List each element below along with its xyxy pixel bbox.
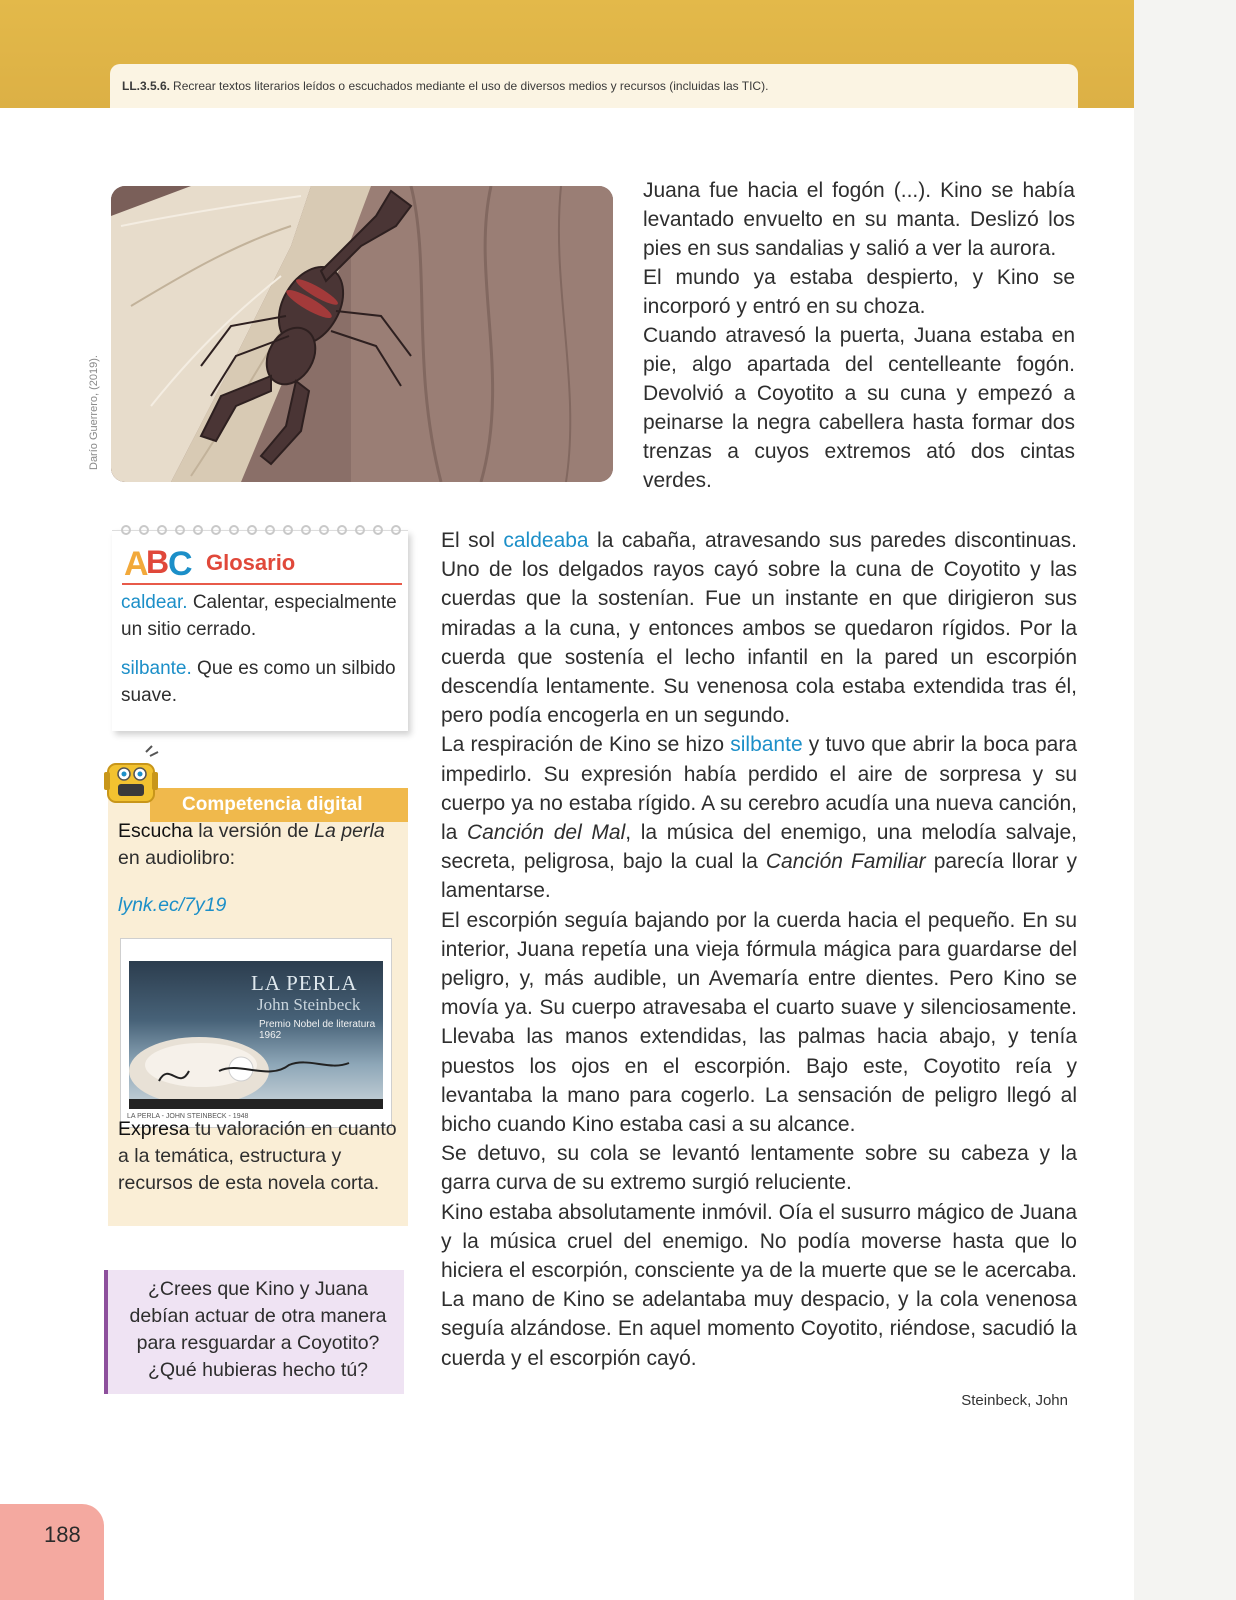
page-number-tab bbox=[0, 1504, 104, 1600]
story-paragraph: El mundo ya estaba despierto, y Kino se incorporó y entró en su choza. bbox=[643, 266, 1075, 318]
text-run: la versión de bbox=[192, 820, 315, 842]
svg-text:B: B bbox=[146, 544, 170, 580]
svg-text:C: C bbox=[168, 545, 193, 583]
competency-banner bbox=[110, 64, 1078, 108]
story-paragraph bbox=[441, 526, 1077, 730]
story-paragraph: El escorpión seguía bajando por la cuerda hacia el pequeño. En su interior, Juana repetía una vieja fórmula mágica para guardarse del peligro, y, más audible, un Avemaría entre dientes. Pero Kino se movía ya. Su cuerpo atravesaba el cuarto suave y silenciosamente. Llevaba las manos extendidas, las palmas hacia abajo, y tenía puestos los ojos en el escorpión. Bajo este, Coyotito reía y levantaba la mano para cogerlo. La sensación de peligro llegó al bicho cuando Kino estaba casi a su alcance. bbox=[441, 908, 1077, 1137]
text-run: , la música del enemigo, una melodía salvaje, secreta, peligrosa, bajo la cual la bbox=[441, 821, 1077, 874]
audiobook-video-thumbnail[interactable] bbox=[120, 938, 392, 1128]
song-title: Canción del Mal bbox=[467, 821, 626, 845]
glossary-word-caldeaba: caldeaba bbox=[503, 529, 589, 552]
competency-text: Recrear textos literarios leídos o escuchados mediante el uso de diversos medios y recursos (incluidas las TIC). bbox=[173, 79, 769, 93]
video-author: John Steinbeck bbox=[257, 995, 361, 1014]
svg-text:A: A bbox=[124, 545, 149, 583]
page-margin-strip bbox=[1134, 0, 1236, 1600]
reflection-question-box bbox=[104, 1270, 404, 1394]
story-paragraph: Se detuvo, su cola se levantó lentamente sobre su cabeza y la garra curva de su extremo surgió reluciente. bbox=[441, 1142, 1077, 1195]
book-title: La perla bbox=[314, 820, 385, 842]
glossary-definition: Calentar, especialmente un sitio cerrado. bbox=[121, 592, 397, 640]
video-caption: LA PERLA - JOHN STEINBECK - 1948 bbox=[127, 1113, 249, 1120]
listen-instruction bbox=[118, 818, 400, 872]
text-run: parecía llorar y lamentarse. bbox=[441, 850, 1077, 903]
glossary-entry bbox=[121, 589, 401, 643]
story-paragraph: Kino estaba absolutamente inmóvil. Oía el susurro mágico de Juana y la música cruel del enemigo. No podía moverse hasta que lo hiciera el escorpión, consciente ya de la muerte que se le acercaba. La mano de Kino se adelantaba muy despacio, y la cola venenosa seguía alzándose. En aquel momento Coyotito, riéndose, sacudió la cuerda y el escorpión cayó. bbox=[441, 1200, 1077, 1370]
spiral-binding-icon bbox=[118, 523, 404, 537]
story-author: Steinbeck, John bbox=[961, 1392, 1068, 1409]
express-verb: Expresa bbox=[118, 1118, 190, 1140]
story-paragraph bbox=[441, 730, 1077, 905]
story-body bbox=[441, 526, 1077, 1373]
video-title: LA PERLA bbox=[251, 971, 358, 995]
text-run: en audiolibro: bbox=[118, 847, 236, 869]
illustration-credit: Darío Guerrero, (2019). bbox=[88, 355, 100, 470]
scorpion-illustration bbox=[111, 186, 613, 482]
text-run: y tuvo que abrir la boca para impedirlo. Su expresión había perdido el aire de sorpresa y su cuerpo ya no estaba rígido. A su cerebro acudía una nueva canción, la bbox=[441, 733, 1078, 845]
song-title: Canción Familiar bbox=[765, 850, 926, 874]
text-run: tu valoración en cuanto a la temática, estructura y recursos de esta novela corta. bbox=[118, 1118, 397, 1194]
glossary-header bbox=[122, 539, 402, 585]
page-number: 188 bbox=[44, 1522, 81, 1547]
glossary-entry bbox=[121, 655, 401, 709]
text-run: El sol bbox=[441, 529, 504, 552]
audiobook-link[interactable]: lynk.ec/7y19 bbox=[118, 894, 227, 916]
story-paragraph: Juana fue hacia el fogón (...). Kino se había levantado envuelto en su manta. Deslizó los pies en sus sandalias y salió a ver la aurora. bbox=[643, 179, 1075, 260]
video-frame bbox=[129, 961, 383, 1109]
text-run: la cabaña, atravesando sus paredes discontinuas. Uno de los delgados rayos cayó sobre la cuna de Coyotito y las cuerdas que la sostenían. Fue un instante en que dirigieron sus miradas a la cuna, y entonces ambos se quedaron rígidos. Por la cuerda que sostenía el lecho infantil en la pared un escorpión descendía lentamente. Su venenosa cola estaba extendida tras él, pero podía encogerla en un segundo. bbox=[441, 529, 1077, 728]
story-intro bbox=[643, 176, 1075, 495]
glossary-definition: Que es como un silbido suave. bbox=[121, 658, 396, 706]
text-run: La respiración de Kino se hizo bbox=[441, 733, 731, 757]
listen-verb: Escucha bbox=[118, 820, 193, 842]
reflection-question: ¿Crees que Kino y Juana debían actuar de otra manera para resguardar a Coyotito? ¿Qué hubieras hecho tú? bbox=[129, 1278, 387, 1381]
glossary-card bbox=[112, 530, 408, 731]
glossary-word-silbante: silbante bbox=[730, 733, 803, 757]
robot-icon bbox=[102, 744, 164, 828]
glossary-term: caldear. bbox=[121, 592, 188, 613]
abc-icon bbox=[122, 539, 202, 583]
competency-code: LL.3.5.6. bbox=[122, 79, 171, 93]
story-paragraph: Cuando atravesó la puerta, Juana estaba en pie, algo apartada del centelleante fogón. Devolvió a Coyotito a su cuna y empezó a peinarse la negra cabellera hasta formar dos trenzas a cuyos extremos ató dos cintas verdes. bbox=[643, 324, 1075, 492]
digital-competence-box bbox=[108, 788, 408, 1226]
express-instruction bbox=[118, 1116, 400, 1197]
glossary-term: silbante. bbox=[121, 658, 192, 679]
digital-competence-title: Competencia digital bbox=[150, 788, 408, 822]
glossary-title: Glosario bbox=[206, 550, 296, 575]
video-prize: Premio Nobel de literatura 1962 bbox=[259, 1019, 376, 1041]
